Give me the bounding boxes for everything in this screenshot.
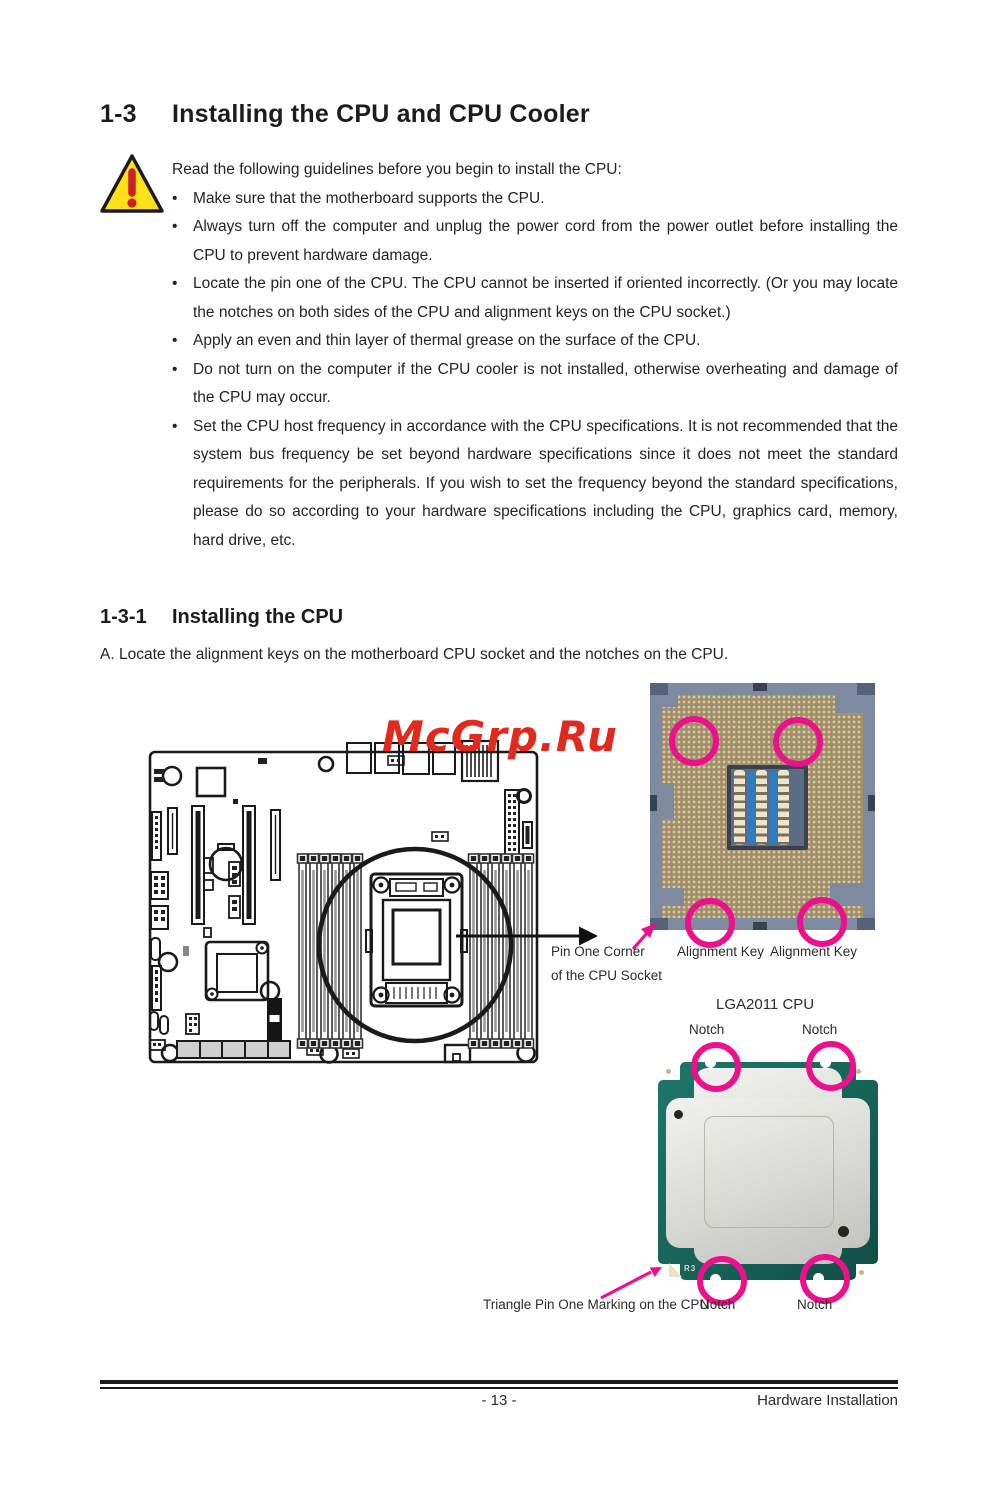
alignment-key-label-left: Alignment Key [677, 944, 765, 959]
triangle-pin-one-label: Triangle Pin One Marking on the CPU [483, 1297, 710, 1312]
notch-label-top-right: Notch [802, 1022, 838, 1037]
section-number: 1-3 [100, 100, 137, 128]
notch-label-bottom-right: Notch [797, 1297, 833, 1312]
footer-rule-thin [100, 1387, 898, 1389]
bullet-text: Apply an even and thin layer of thermal grease on the surface of the CPU. [193, 332, 701, 349]
bullet-marker: • [172, 417, 178, 435]
bullet-marker: • [172, 218, 178, 235]
bullet-text: Do not turn on the computer if the CPU cooler is not installed, otherwise overheating and damage of the CPU may occur. [193, 360, 898, 406]
lga2011-cpu-label: LGA2011 CPU [716, 996, 815, 1013]
cpu-pin-one-triangle [669, 1263, 682, 1277]
bullet-marker: • [172, 275, 178, 292]
guidelines-intro: Read the following guidelines before you begin to install the CPU: [172, 161, 622, 178]
page-number: - 13 - [481, 1392, 517, 1409]
chapter-title: Hardware Installation [757, 1392, 898, 1409]
footer-rule-thick [100, 1380, 898, 1384]
notch-label-top-left: Notch [689, 1022, 725, 1037]
subsection-number: 1-3-1 [100, 606, 147, 628]
bullet-marker: • [172, 360, 178, 378]
pin-one-corner-label-line1: Pin One Corner [551, 944, 645, 959]
section-title: Installing the CPU and CPU Cooler [172, 100, 590, 128]
cpu-chip-marking: R3 [684, 1264, 697, 1273]
subsection-title: Installing the CPU [172, 606, 344, 628]
bullet-marker: • [172, 332, 178, 349]
bullet-text: Always turn off the computer and unplug the power cord from the power outlet before installing the CPU to prevent hardware damage. [193, 218, 898, 264]
alignment-key-label-right: Alignment Key [770, 944, 858, 959]
step-text: Locate the alignment keys on the motherboard CPU socket and the notches on the CPU. [119, 646, 729, 663]
bullet-text: Make sure that the motherboard supports the CPU. [193, 189, 545, 207]
pin-one-arrow-head [579, 927, 598, 946]
bullet-text: Locate the pin one of the CPU. The CPU cannot be inserted if oriented incorrectly. (Or you may locate the notches on both sides of the CPU and alignment keys on the CPU socket.) [193, 275, 898, 321]
pin-one-corner-label-line2: of the CPU Socket [551, 968, 663, 983]
bullet-text: Set the CPU host frequency in accordance with the CPU specifications. It is not recommended that the system bus frequency be set beyond hardware specifications since it does not meet the standard requirements for the peripherals. If you wish to set the frequency beyond the standard specifications, please do so according to your hardware specifications including the CPU, graphics card, memory, hard drive, etc. [193, 417, 898, 549]
step-label: A. [100, 646, 115, 663]
notch-label-bottom-left: Notch [700, 1297, 736, 1312]
pink-arrow-cpu [601, 1272, 651, 1298]
bullet-marker: • [172, 189, 178, 207]
watermark: McGrp.Ru [382, 712, 618, 761]
